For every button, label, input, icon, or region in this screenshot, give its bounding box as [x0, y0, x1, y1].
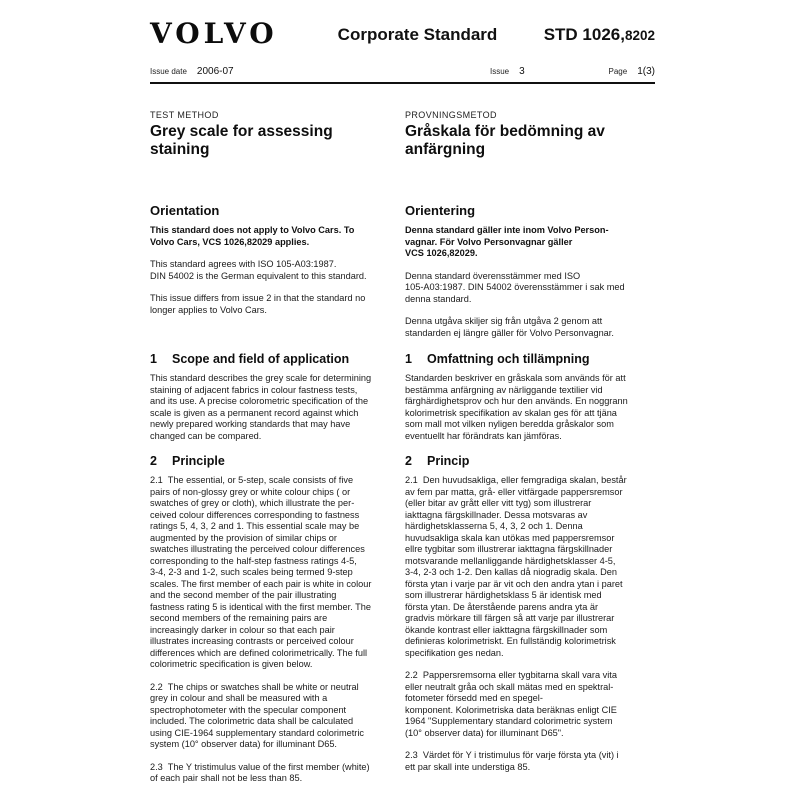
section-2-swedish [405, 454, 655, 785]
orientation-row [150, 203, 655, 339]
section-2-heading-swedish [405, 454, 655, 468]
std-document-number [505, 20, 655, 51]
orientation-paragraph-1-english: This standard agrees with ISO 105-A03:1987. DIN 54002 is the German equivalent to this standard. [150, 259, 367, 281]
orientation-heading-swedish: Orientering [405, 203, 476, 218]
issue-date [150, 66, 490, 77]
section-1-number-english: 1 [150, 352, 157, 366]
document-title-english: Grey scale for assessing staining [150, 123, 333, 158]
section-1-heading-english [150, 352, 395, 366]
page-number [590, 66, 655, 77]
section-1-heading-swedish [405, 352, 655, 366]
section-1-english [150, 352, 395, 442]
section-2-english [150, 454, 395, 785]
issue-number [490, 66, 590, 77]
section-2-2-paragraph-swedish: 2.2 Pappersremsorna eller tygbitarna skall vara vita eller neutralt gråa och skall mätas med en spektral- fotometer försedd med en spegel- komponent. Kolorimetriska data beräknas enligt CIE 1964 "Supplementary standard colorimetric system (10° observer data) for illuminant D65". [405, 670, 617, 738]
section-2-title-english: Principle [172, 454, 225, 468]
page-value: 1(3) [637, 66, 655, 77]
section-2-row [150, 454, 655, 785]
section-1-title-swedish: Omfattning och tillämpning [427, 352, 590, 366]
section-2-2-paragraph-english: 2.2 The chips or swatches shall be white or neutral grey in colour and shall be measured with a spectrophotometer with the specular component included. The colorimetric data shall be calculated using CIE-1964 supplementary standard colorimetric system (10° observer data) for illuminant D65. [150, 681, 364, 749]
issue-label: Issue [490, 67, 510, 76]
section-1-paragraph-swedish: Standarden beskriver en gråskala som används för att bestämma anfärgning av närliggande textilier vid färghärdighetsprov och hur den används. En noggrann kolorimetrisk specifikation av skalan ges för att tjäna som mall mot vilken nyligen beredda gråskalor som eventuellt har förändrats kan jämföras. [405, 373, 628, 441]
section-1-paragraph-english: This standard describes the grey scale for determining staining of adjacent fabrics in colour fastness tests, and its use. A precise colorometric specification of the scale is given as a permanent record against which newly prepared working standards that may have changed can be compared. [150, 373, 372, 441]
section-1-row [150, 352, 655, 442]
orientation-section-swedish [405, 203, 655, 339]
header-divider-rule [150, 82, 655, 84]
page-label: Page [608, 67, 628, 76]
title-block-swedish [405, 110, 655, 159]
volvo-logo: VOLVO [150, 17, 278, 50]
orientation-paragraph-2-swedish: Denna utgåva skiljer sig från utgåva 2 genom att standarden ej längre gäller för Volvo Personvagnar. [405, 316, 614, 338]
document-title-swedish: Gråskala för bedömning av anfärgning [405, 123, 605, 158]
section-2-1-paragraph-swedish: 2.1 Den huvudsakliga, eller femgradiga skalan, består av fem par matta, grå- eller vitfärgade pappersremsor (eller bitar av grått eller vitt tyg) som illustrerar iakttagna färgskillnader. Dessa motsvaras av härdighetsklasserna 5, 4, 3, 2 och 1. Denna huvudsakliga skala kan utökas med pappersremsor ellre tygbitar som illustrerar iakttagna färgskillnader motsvarande mellanliggande härdighetsklasser 4-5, 3-4, 2-3 och 1-2. Den kallas då niogradig skala. Den första ytan i varje par är vit och den andra ytan i paret som illustrerar härdighetsklass 5 är identisk med första ytan. De återstående parens andra yta är gradvis mörkare till färgen så att varje par illustrerar ökande kontrast eller iakttagna färgskillnader som definieras kolorimetriskt. En fullständig kolorimetrisk specifikation ges nedan. [405, 475, 627, 658]
orientation-lead-swedish: Denna standard gäller inte inom Volvo Person- vagnar. För Volvo Personvagnar gäller VCS 1026,82029. [405, 225, 609, 258]
std-number-suffix: 8202 [624, 28, 655, 43]
header-meta-row [150, 66, 655, 77]
section-2-number-swedish: 2 [405, 454, 412, 468]
std-number-main: STD 1026, [543, 25, 625, 44]
section-2-3-paragraph-swedish: 2.3 Värdet för Y i tristimulus för varje första yta (vit) i ett par skall inte understiga 85. [405, 750, 619, 772]
issue-date-label: Issue date [150, 67, 187, 76]
orientation-lead-english: This standard does not apply to Volvo Cars. To Volvo Cars, VCS 1026,82029 applies. [150, 225, 355, 247]
orientation-paragraph-1-swedish: Denna standard överensstämmer med ISO 105-A03:1987. DIN 54002 överensstämmer i sak med denna standard. [405, 270, 625, 304]
section-1-number-swedish: 1 [405, 352, 412, 366]
orientation-heading-english: Orientation [150, 203, 220, 218]
section-2-heading-english [150, 454, 395, 468]
section-1-title-english: Scope and field of application [172, 352, 350, 366]
section-1-swedish [405, 352, 655, 442]
kicker-provningsmetod: PROVNINGSMETOD [405, 110, 497, 120]
section-2-number-english: 2 [150, 454, 157, 468]
title-block-english [150, 110, 395, 159]
document-body [150, 110, 655, 785]
kicker-test-method: TEST METHOD [150, 110, 219, 120]
section-2-title-swedish: Princip [427, 454, 470, 468]
corporate-standard-title: Corporate Standard [337, 25, 498, 44]
section-2-3-paragraph-english: 2.3 The Y tristimulus value of the first member (white) of each pair shall not be less than 85. [150, 761, 370, 783]
title-row [150, 110, 655, 159]
issue-date-value: 2006-07 [196, 66, 234, 77]
header-brand-row [150, 17, 655, 51]
document-page [150, 17, 655, 785]
document-header [150, 17, 655, 84]
issue-value: 3 [519, 66, 525, 77]
orientation-section-english [150, 203, 395, 339]
section-2-1-paragraph-english: 2.1 The essential, or 5-step, scale consists of five pairs of non-glossy grey or white colour chips ( or swatches of grey or cloth), which illustrate the per- ceived colour differences corresponding to fastness ratings 5, 4, 3, 2 and 1. This essential scale may be augmented by the provision of similar chips or swatches illustrating the perceived colour differences corresponding to the half-step fastness ratings 4-5, 3-4, 2-3 and 1-2, such scales being termed 9-step scales. The first member of each pair is white in colour and the second member of the pair illustrating fastness rating 5 is identical with the first member. The second members of the remaining pairs are increasingly darker in colour so that each pair illustrates increasing contrasts or perceived colour differences which are defined colorimetrically. The full colorimetric specification is given below. [150, 475, 372, 669]
orientation-paragraph-2-english: This issue differs from issue 2 in that the standard no longer applies to Volvo Cars. [150, 293, 366, 315]
